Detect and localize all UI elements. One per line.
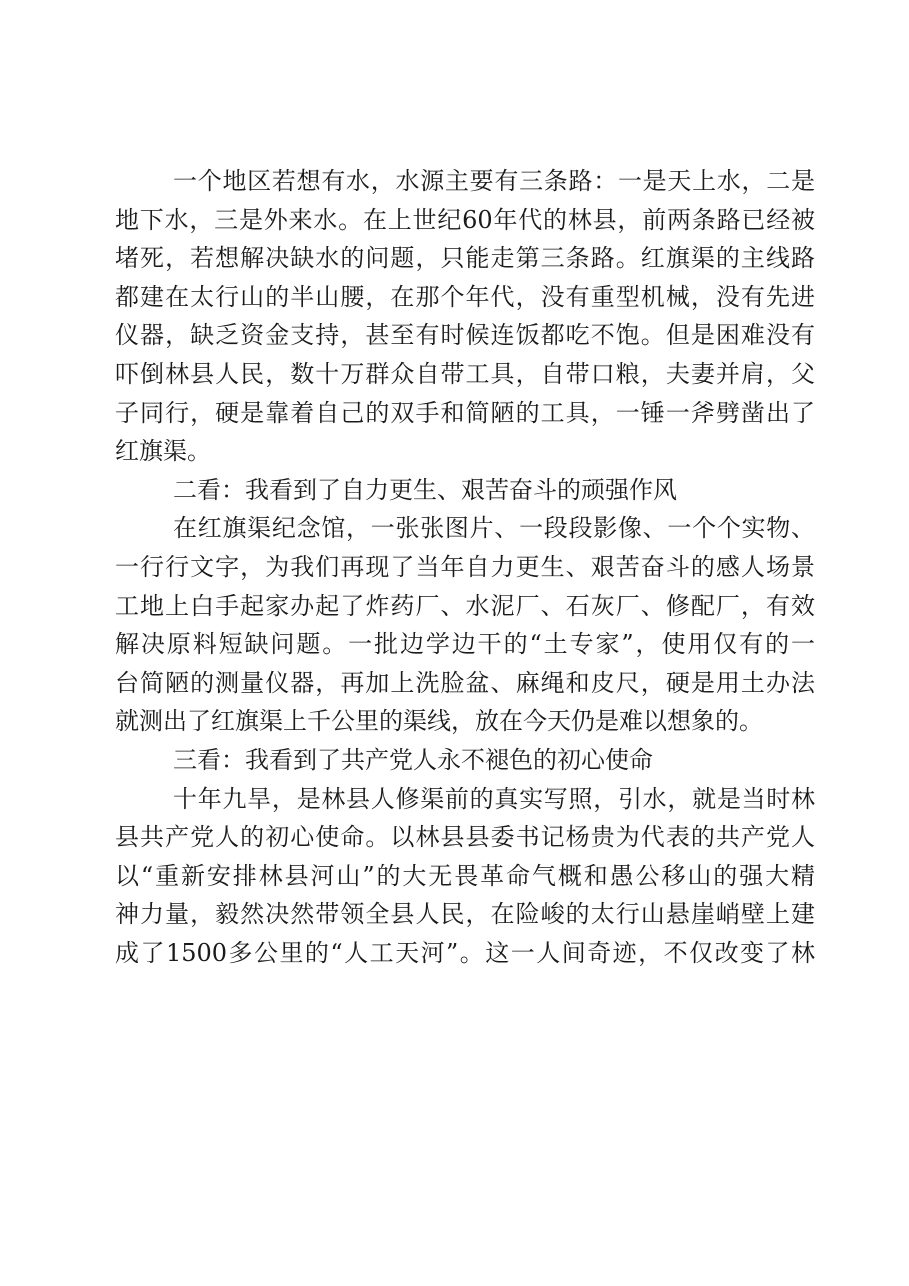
document-body — [115, 162, 815, 972]
text-line: 就测出了红旗渠上千公里的渠线，放在今天仍是难以想象的。 — [115, 707, 763, 736]
text-line: 台简陋的测量仪器，再加上洗脸盆、麻绳和皮尺，硬是用土办法 — [115, 668, 815, 697]
text-line: 工地上白手起家办起了炸药厂、水泥厂、石灰厂、修配厂，有效 — [115, 591, 815, 620]
text-line: 一个地区若想有水，水源主要有三条路：一是天上水，二是 — [173, 167, 815, 195]
text-line: 一行行文字，为我们再现了当年自力更生、艰苦奋斗的感人场景 — [115, 552, 815, 581]
text-line: 神力量，毅然决然带领全县人民，在险峻的太行山悬崖峭壁上建 — [115, 900, 815, 929]
text-line: 县共产党人的初心使命。以林县县委书记杨贵为代表的共产党人 — [115, 823, 815, 852]
text-line: 子同行，硬是靠着自己的双手和简陋的工具，一锤一斧劈凿出了 — [115, 398, 815, 427]
text-line: 仪器，缺乏资金支持，甚至有时候连饭都吃不饱。但是困难没有 — [115, 321, 815, 350]
text-line: 十年九旱，是林县人修渠前的真实写照，引水，就是当时林 — [173, 784, 815, 813]
text-line: 在红旗渠纪念馆，一张张图片、一段段影像、一个个实物、 — [173, 514, 815, 543]
text-line: 二看：我看到了自力更生、艰苦奋斗的顽强作风 — [173, 475, 677, 504]
text-line: 红旗渠。 — [115, 437, 211, 466]
text-line: 地下水，三是外来水。在上世纪60年代的林县，前两条路已经被 — [115, 205, 815, 234]
text-line: 都建在太行山的半山腰，在那个年代，没有重型机械，没有先进 — [115, 282, 815, 311]
text-line: 解决原料短缺问题。一批边学边干的“土专家”，使用仅有的一 — [115, 630, 815, 659]
text-line: 三看：我看到了共产党人永不褪色的初心使命 — [173, 745, 653, 774]
text-line: 堵死，若想解决缺水的问题，只能走第三条路。红旗渠的主线路 — [115, 244, 815, 273]
text-line: 吓倒林县人民，数十万群众自带工具，自带口粮，夫妻并肩，父 — [115, 359, 815, 388]
text-line: 以“重新安排林县河山”的大无畏革命气概和愚公移山的强大精 — [115, 861, 815, 890]
text-line: 成了1500多公里的“人工天河”。这一人间奇迹，不仅改变了林 — [115, 938, 815, 967]
